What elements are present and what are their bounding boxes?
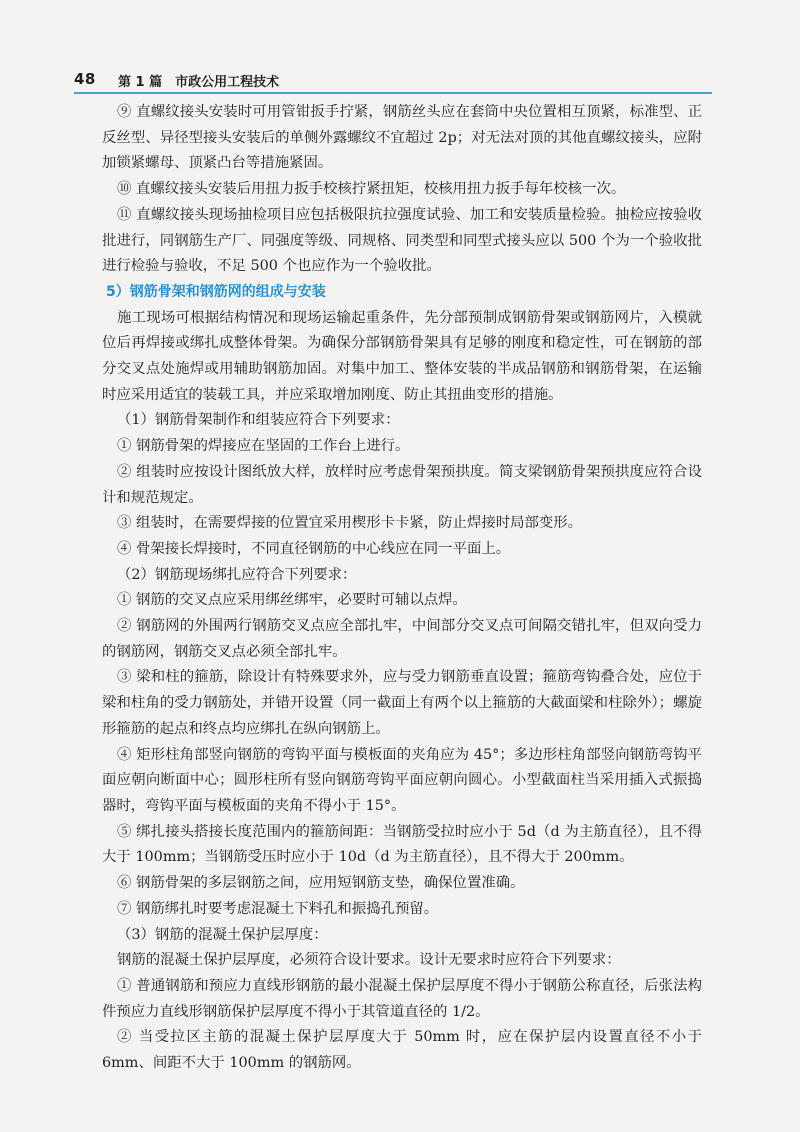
paragraph: ② 组装时应按设计图纸放大样，放样时应考虑骨架预拱度。简支梁钢筋骨架预拱度应符合设计和规范规定。: [102, 463, 702, 506]
paragraph: ③ 组装时，在需要焊接的位置宜采用楔形卡卡紧，防止焊接时局部变形。: [117, 515, 583, 532]
paragraph: 钢筋的混凝土保护层厚度，必须符合设计要求。设计无要求时应符合下列要求：: [117, 952, 621, 969]
paragraph: ④ 矩形柱角部竖向钢筋的弯钩平面与模板面的夹角应为 45°；多边形柱角部竖向钢筋弯钩平面应朝向断面中心；圆形柱所有竖向钢筋弯钩平面应朝向圆心。小型截面柱当采用插入式振捣器时，弯钩平面与模板面的夹角不得小于 15°。: [102, 746, 702, 814]
chapter-title: 第 1 篇 市政公用工程技术: [118, 75, 280, 90]
paragraph: ① 钢筋的交叉点应采用绑丝绑牢，必要时可辅以点焊。: [117, 592, 467, 609]
paragraph: ① 普通钢筋和预应力直线形钢筋的最小混凝土保护层厚度不得小于钢筋公称直径，后张法构件预应力直线形钢筋保护层厚度不得小于其管道直径的 1/2。: [102, 977, 702, 1020]
paragraph: ① 钢筋骨架的焊接应在坚固的工作台上进行。: [117, 438, 410, 455]
paragraph: ⑥ 钢筋骨架的多层钢筋之间，应用短钢筋支垫，确保位置准确。: [117, 875, 525, 892]
paragraph: 施工现场可根据结构情况和现场运输起重条件，先分部预制成钢筋骨架或钢筋网片，入模就位后再焊接或绑扎成整体骨架。为确保分部钢筋骨架具有足够的刚度和稳定性，可在钢筋的部分交叉点处施焊或用辅助钢筋加固。对集中加工、整体安装的半成品钢筋和钢筋骨架，在运输时应采用适宜的装载工具，并应采取增加刚度、防止其扭曲变形的措施。: [102, 309, 702, 403]
paragraph: ④ 骨架接长焊接时，不同直径钢筋的中心线应在同一平面上。: [117, 540, 511, 557]
header-divider: [74, 92, 712, 94]
paragraph: ⑨ 直螺纹接头安装时可用管钳扳手拧紧，钢筋丝头应在套筒中央位置相互顶紧，标准型、正反丝型、异径型接头安装后的单侧外露螺纹不宜超过 2p；对无法对顶的其他直螺纹接头，应附加锁紧螺母、顶紧凸台等措施紧固。: [102, 104, 702, 172]
subsection-heading: （3）钢筋的混凝土保护层厚度：: [117, 926, 328, 943]
subsection-heading: （2）钢筋现场绑扎应符合下列要求：: [117, 566, 357, 583]
paragraph: ③ 梁和柱的箍筋，除设计有特殊要求外，应与受力钢筋垂直设置；箍筋弯钩叠合处，应位于梁和柱角的受力钢筋处，并错开设置（同一截面上有两个以上箍筋的大截面梁和柱除外）；螺旋形箍筋的起点和终点均应绑扎在纵向钢筋上。: [102, 669, 702, 737]
paragraph: ⑦ 钢筋绑扎时要考虑混凝土下料孔和振捣孔预留。: [117, 900, 439, 917]
page-body: [102, 100, 702, 1077]
page-header: [74, 68, 714, 92]
paragraph: ⑩ 直螺纹接头安装后用扭力扳手校核拧紧扭矩，校核用扭力扳手每年校核一次。: [117, 181, 626, 198]
section-heading: 5）钢筋骨架和钢筋网的组成与安装: [106, 283, 326, 300]
paragraph: ⑤ 绑扎接头搭接长度范围内的箍筋间距：当钢筋受拉时应小于 5d（d 为主筋直径），且不得大于 100mm；当钢筋受压时应小于 10d（d 为主筋直径），且不得大于 200mm。: [102, 823, 702, 866]
page-number: 48: [74, 70, 96, 88]
paragraph: ② 钢筋网的外围两行钢筋交叉点应全部扎牢，中间部分交叉点可间隔交错扎牢，但双向受力的钢筋网，钢筋交叉点必须全部扎牢。: [102, 618, 702, 660]
paragraph: ⑪ 直螺纹接头现场抽检项目应包括极限抗拉强度试验、加工和安装质量检验。抽检应按验收批进行，同钢筋生产厂、同强度等级、同规格、同类型和同型式接头应以 500 个为一个验收批进行检验与验收，不足 500 个也应作为一个验收批。: [102, 206, 702, 275]
subsection-heading: （1）钢筋骨架制作和组装应符合下列要求：: [117, 412, 400, 429]
paragraph: ② 当受拉区主筋的混凝土保护层厚度大于 50mm 时，应在保护层内设置直径不小于 6mm、间距不大于 100mm 的钢筋网。: [102, 1029, 702, 1072]
